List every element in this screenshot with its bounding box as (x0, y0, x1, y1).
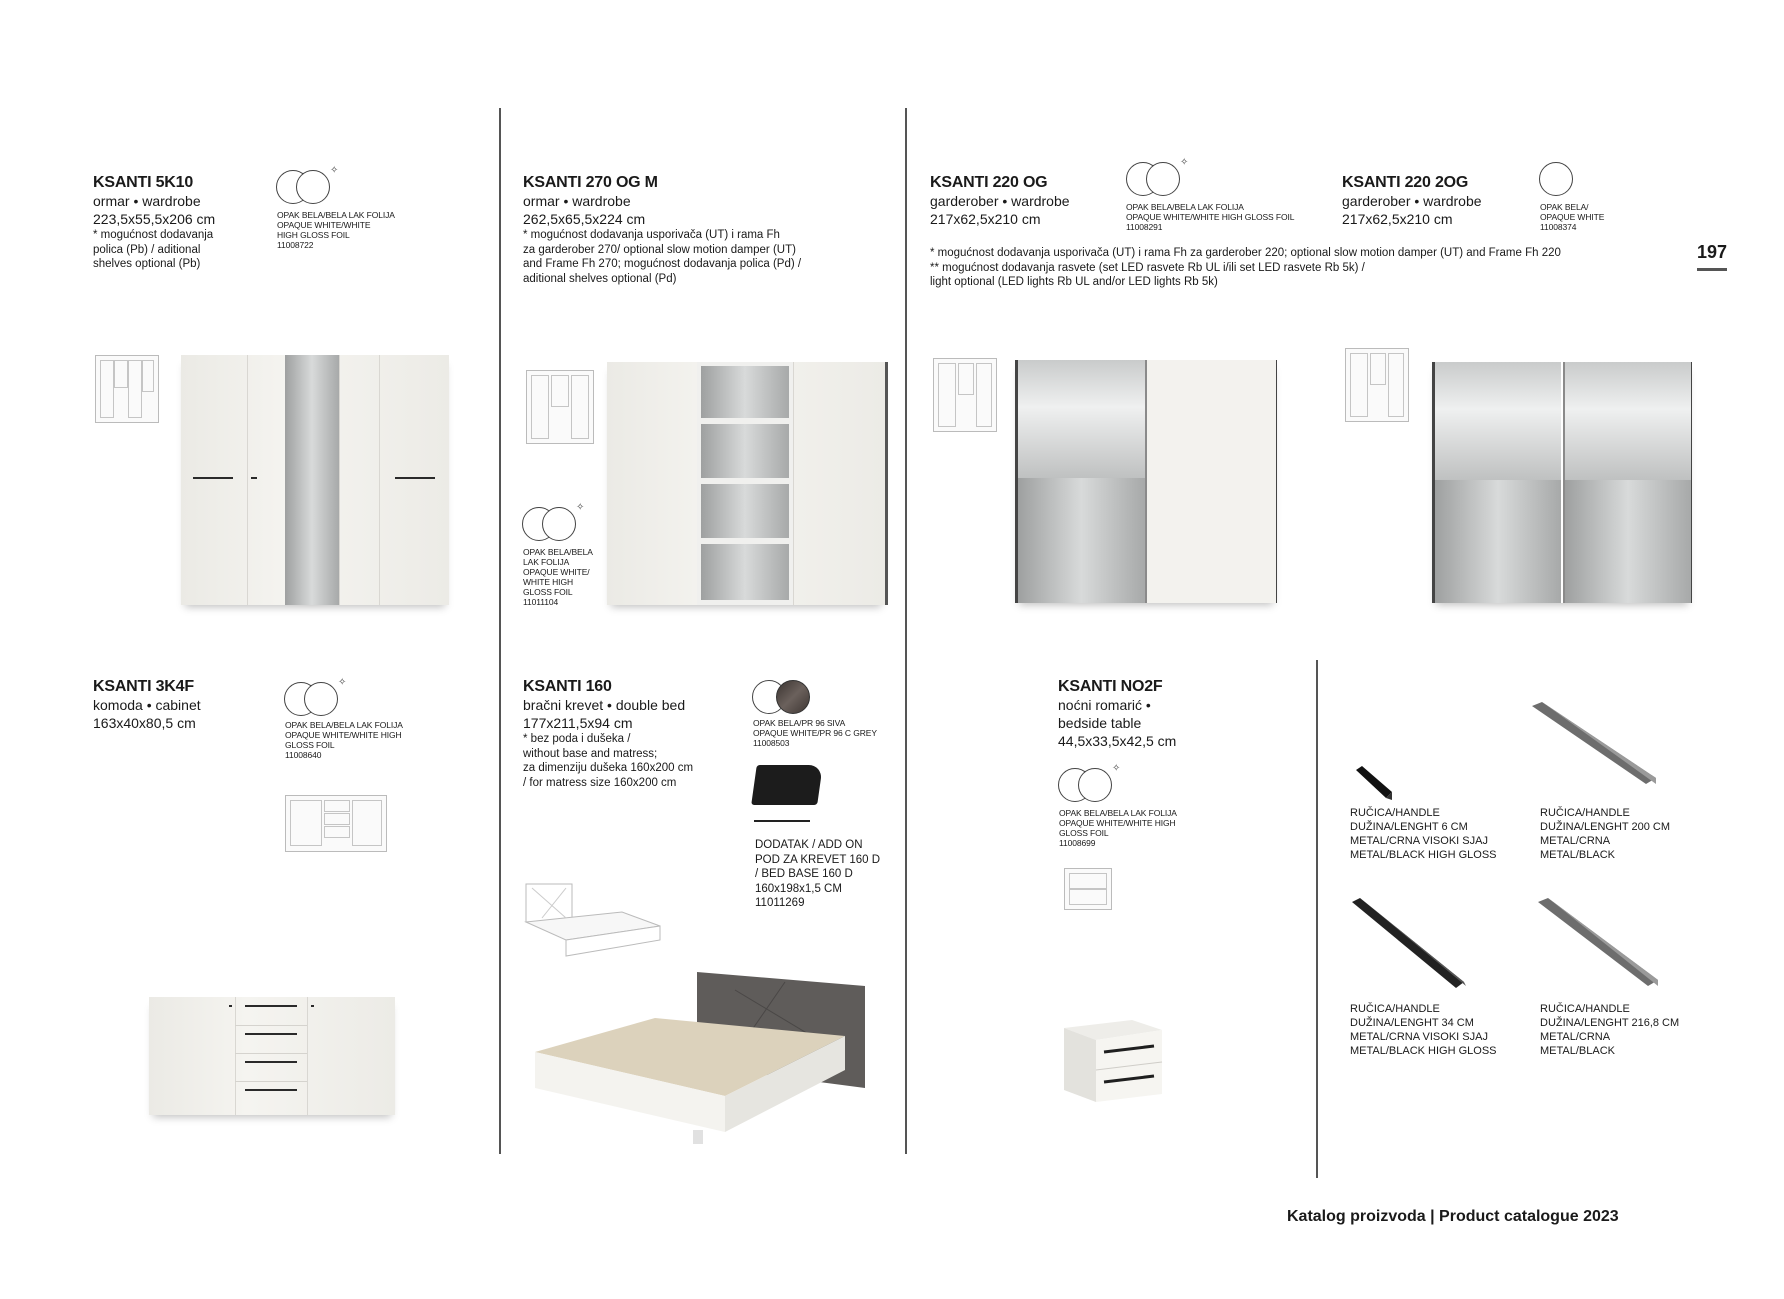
addon-info (755, 838, 895, 911)
product-code: 11008640 (285, 750, 322, 760)
finish-info (523, 547, 603, 607)
product-note: polica (Pb) / aditional (93, 243, 201, 256)
product-type: garderober • wardrobe (1342, 193, 1482, 209)
product-notes-220 (930, 246, 1690, 290)
product-note: ** mogućnost dodavanja rasvete (set LED rasvete Rb UL i/ili set LED rasvete Rb 5k) / (930, 261, 1365, 274)
product-title: KSANTI 5K10 (93, 174, 194, 191)
addon-label: 160x198x1,5 CM (755, 882, 842, 895)
wardrobe-220-2og-image (1432, 362, 1692, 603)
finish-swatches (1539, 160, 1579, 194)
interior-layout-thumbnail (285, 795, 387, 852)
finish-label: OPAK BELA/ (1540, 202, 1589, 212)
product-title: KSANTI 220 2OG (1342, 174, 1469, 191)
product-type: komoda • cabinet (93, 697, 201, 713)
finish-swatches (752, 678, 822, 712)
product-code: 11008503 (753, 738, 790, 748)
finish-label: WHITE HIGH (523, 577, 573, 587)
product-note: without base and matress; (523, 747, 658, 760)
finish-label: HIGH GLOSS FOIL (277, 230, 350, 240)
finish-label: OPAK BELA/BELA LAK FOLIJA (277, 210, 395, 220)
finish-label: GLOSS FOIL (1059, 828, 1109, 838)
finish-swatches (276, 165, 346, 202)
swatch-white-gloss-circle (542, 507, 576, 541)
handle-info (1350, 1002, 1520, 1058)
product-ksanti-270-og-m (523, 174, 883, 286)
handle-label: DUŽINA/LENGHT 200 CM (1540, 821, 1670, 833)
wardrobe-270-og-m-image (607, 362, 885, 605)
product-dimensions: 223,5x55,5x206 cm (93, 211, 216, 227)
swatch-white-gloss-circle (304, 682, 338, 716)
product-dimensions: 217x62,5x210 cm (930, 211, 1041, 227)
interior-layout-thumbnail (933, 358, 997, 432)
handle-label: RUČICA/HANDLE (1540, 1003, 1630, 1015)
addon-label: DODATAK / ADD ON (755, 839, 863, 851)
finish-label: OPAQUE WHITE/ (523, 567, 590, 577)
handle-info (1540, 806, 1710, 862)
finish-info (285, 720, 455, 760)
handle-label: METAL/BLACK (1540, 1045, 1615, 1057)
finish-label: OPAK BELA/BELA LAK FOLIJA (285, 720, 403, 730)
handle-label: DUŽINA/LENGHT 216,8 CM (1540, 1017, 1680, 1029)
product-dimensions: 163x40x80,5 cm (93, 715, 196, 731)
wardrobe-5k10-image (181, 355, 449, 605)
handle-info (1540, 1002, 1710, 1058)
catalogue-footer: Katalog proizvoda | Product catalogue 2023 (1287, 1208, 1619, 1225)
product-ksanti-220-og (930, 174, 1130, 228)
handle-label: METAL/BLACK (1540, 849, 1615, 861)
column-divider-3 (1316, 660, 1318, 1178)
product-type: noćni romarić • (1058, 697, 1151, 713)
product-title: KSANTI 270 OG M (523, 174, 658, 191)
gloss-sparkle-icon: ✧ (1112, 763, 1121, 774)
product-ksanti-160 (523, 678, 723, 790)
handle-label: METAL/BLACK HIGH GLOSS (1350, 849, 1497, 861)
finish-swatches (1058, 763, 1128, 800)
product-type: bedside table (1058, 715, 1142, 731)
handle-info (1350, 806, 1520, 862)
finish-info (753, 718, 903, 748)
handle-34cm-image (1350, 898, 1468, 990)
handle-label: RUČICA/HANDLE (1350, 807, 1440, 819)
product-note: * mogućnost dodavanja (93, 229, 214, 241)
product-title: KSANTI 3K4F (93, 678, 194, 695)
swatch-white-gloss-circle (1078, 768, 1112, 802)
finish-label: OPAK BELA/PR 96 SIVA (753, 718, 846, 728)
gloss-sparkle-icon: ✧ (338, 677, 347, 688)
cabinet-3k4f-image (149, 997, 395, 1115)
handle-6cm-image (1352, 764, 1396, 804)
finish-label: OPAK BELA/BELA LAK FOLIJA (1126, 202, 1244, 212)
interior-layout-thumbnail (95, 355, 159, 423)
finish-label: OPAQUE WHITE/WHITE (277, 220, 371, 230)
swatch-white-gloss-circle (296, 170, 330, 204)
finish-label: GLOSS FOIL (285, 740, 335, 750)
handle-label: METAL/BLACK HIGH GLOSS (1350, 1045, 1497, 1057)
product-type: ormar • wardrobe (93, 193, 201, 209)
finish-label: OPAK BELA/BELA LAK FOLIJA (1059, 808, 1177, 818)
finish-swatches (1126, 157, 1196, 194)
product-code: 11008722 (277, 240, 314, 250)
addon-label: POD ZA KREVET 160 D (755, 853, 881, 866)
swatch-grey-circle (776, 680, 810, 714)
finish-swatches (522, 502, 592, 539)
product-note: aditional shelves optional (Pd) (523, 272, 677, 285)
product-note: light optional (LED lights Rb UL and/or LED lights Rb 5k) (930, 276, 1218, 288)
product-code: 11008699 (1059, 838, 1096, 848)
product-code: 11008291 (1126, 222, 1163, 232)
finish-info (1059, 808, 1219, 848)
column-divider-1 (499, 108, 501, 1154)
interior-layout-thumbnail (526, 370, 594, 444)
product-ksanti-no2f (1058, 678, 1238, 750)
product-code: 11008374 (1540, 222, 1577, 232)
wardrobe-220-og-image (1015, 360, 1277, 603)
interior-layout-thumbnail (1345, 348, 1409, 422)
product-note: za garderober 270/ optional slow motion damper (UT) (523, 243, 796, 256)
finish-label: OPAQUE WHITE/WHITE HIGH (285, 730, 402, 740)
column-divider-2 (905, 108, 907, 1154)
product-dimensions: 217x62,5x210 cm (1342, 211, 1453, 227)
product-dimensions: 44,5x33,5x42,5 cm (1058, 733, 1177, 749)
product-code: 11011269 (755, 897, 805, 909)
swatch-white-circle (1539, 162, 1573, 196)
product-type: ormar • wardrobe (523, 193, 631, 209)
handle-label: DUŽINA/LENGHT 6 CM (1350, 821, 1468, 833)
product-title: KSANTI NO2F (1058, 678, 1163, 695)
product-code: 11011104 (523, 597, 559, 607)
product-type: garderober • wardrobe (930, 193, 1070, 209)
product-note: and Frame Fh 270; mogućnost dodavanja polica (Pd) / (523, 258, 802, 270)
page-number: 197 (1697, 242, 1728, 262)
product-title: KSANTI 220 OG (930, 174, 1048, 191)
product-note: * mogućnost dodavanja usporivača (UT) i rama Fh za garderober 220; optional slow motion damper (UT) and Frame Fh 220 (930, 247, 1561, 259)
handle-200cm-image (1530, 702, 1658, 788)
handle-label: METAL/CRNA VISOKI SJAJ (1350, 1031, 1488, 1043)
finish-info (1540, 202, 1640, 232)
interior-layout-thumbnail (1064, 868, 1112, 910)
product-dimensions: 262,5x65,5x224 cm (523, 211, 646, 227)
handle-label: METAL/CRNA (1540, 835, 1611, 847)
product-note: za dimenziju dušeka 160x200 cm (523, 762, 694, 774)
finish-info (1126, 202, 1336, 232)
bed-base-addon-icon (751, 765, 823, 805)
product-type: bračni krevet • double bed (523, 697, 686, 713)
product-ksanti-3k4f (93, 678, 273, 732)
finish-label: OPAQUE WHITE/WHITE HIGH (1059, 818, 1176, 828)
product-note: / for matress size 160x200 cm (523, 776, 677, 789)
product-ksanti-5k10 (93, 174, 273, 272)
handle-label: METAL/CRNA VISOKI SJAJ (1350, 835, 1488, 847)
bed-line-drawing (522, 880, 664, 962)
gloss-sparkle-icon: ✧ (330, 165, 339, 176)
gloss-sparkle-icon: ✧ (576, 502, 585, 513)
handle-216-8cm-image (1536, 898, 1660, 990)
product-ksanti-220-2og (1342, 174, 1542, 228)
handle-label: METAL/CRNA (1540, 1031, 1611, 1043)
page-number-underline (1697, 268, 1727, 271)
swatch-white-gloss-circle (1146, 162, 1180, 196)
handle-label: RUČICA/HANDLE (1540, 807, 1630, 819)
finish-label: LAK FOLIJA (523, 557, 570, 567)
gloss-sparkle-icon: ✧ (1180, 157, 1189, 168)
finish-swatches (284, 677, 354, 714)
handle-label: DUŽINA/LENGHT 34 CM (1350, 1017, 1474, 1029)
finish-label: OPAQUE WHITE/WHITE HIGH GLOSS FOIL (1126, 212, 1295, 222)
finish-label: OPAQUE WHITE (1540, 212, 1605, 222)
addon-underline (754, 820, 810, 822)
addon-label: / BED BASE 160 D (755, 868, 853, 880)
bed-160-image (535, 970, 865, 1145)
bedside-table-no2f-image (1062, 1012, 1164, 1104)
product-note: * mogućnost dodavanja usporivača (UT) i rama Fh (523, 229, 780, 241)
product-note: * bez poda i dušeka / (523, 733, 631, 745)
finish-label: GLOSS FOIL (523, 587, 573, 597)
product-dimensions: 177x211,5x94 cm (523, 715, 633, 731)
handle-label: RUČICA/HANDLE (1350, 1003, 1440, 1015)
product-title: KSANTI 160 (523, 678, 612, 695)
finish-label: OPAQUE WHITE/PR 96 C GREY (753, 728, 877, 738)
finish-info (277, 210, 437, 250)
finish-label: OPAK BELA/BELA (523, 547, 593, 557)
product-note: shelves optional (Pb) (93, 258, 201, 270)
